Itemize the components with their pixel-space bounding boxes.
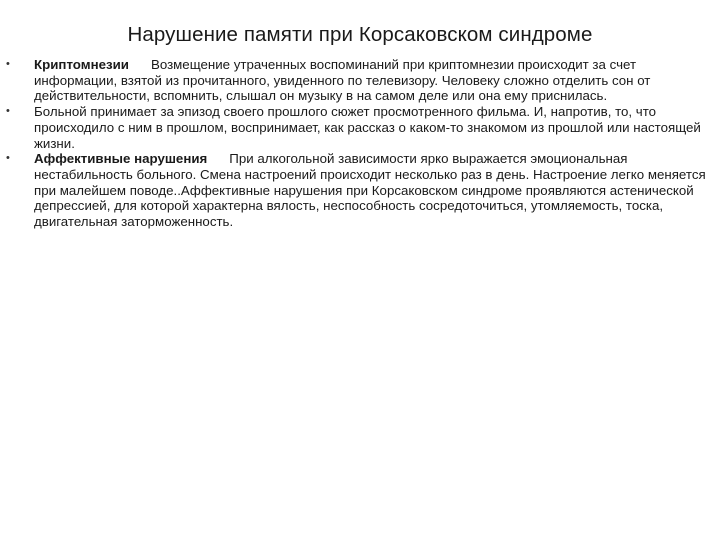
bullet-text: Больной принимает за эпизод своего прошлого сюжет просмотренного фильма. И, напротив, то, что происходило с ним в прошлом, воспринимает, как рассказ о каком-то знакомом из прошлой или настоящей жизни. [34,104,701,151]
slide-title: Нарушение памяти при Корсаковском синдроме [127,23,593,46]
bullet-term: Криптомнезии [34,57,129,72]
bullet-item-cryptomnesia [0,57,720,104]
bullet-term: Аффективные нарушения [34,151,208,167]
bullet-list [0,57,720,230]
bullet-item-episode [0,104,720,151]
bullet-item-affective-disorders [0,151,720,230]
bullet-text: При алкогольной зависимости ярко выражается эмоциональная нестабильность больного. Смена настроений происходит несколько раз в день. Настроение легко меняется при малейшем поводе..Аффективные нарушения при Корсаковском синдроме проявляются астенической депрессией, для которой характерна вялость, неспособность сосредоточиться, утомляемость, тоска, двигательная заторможенность. [34,151,706,230]
bullet-dot-icon: • [6,58,10,70]
bullet-dot-icon: • [6,152,10,165]
bullet-text: Возмещение утраченных воспоминаний при криптомнезии происходит за счет информации, взятой из прочитанного, увиденного по телевизору. Человеку сложно отделить сон от действительности, вспомнить, слышал он музыку в на самом деле или она ему приснилась. [34,57,651,104]
bullet-dot-icon: • [6,105,10,118]
